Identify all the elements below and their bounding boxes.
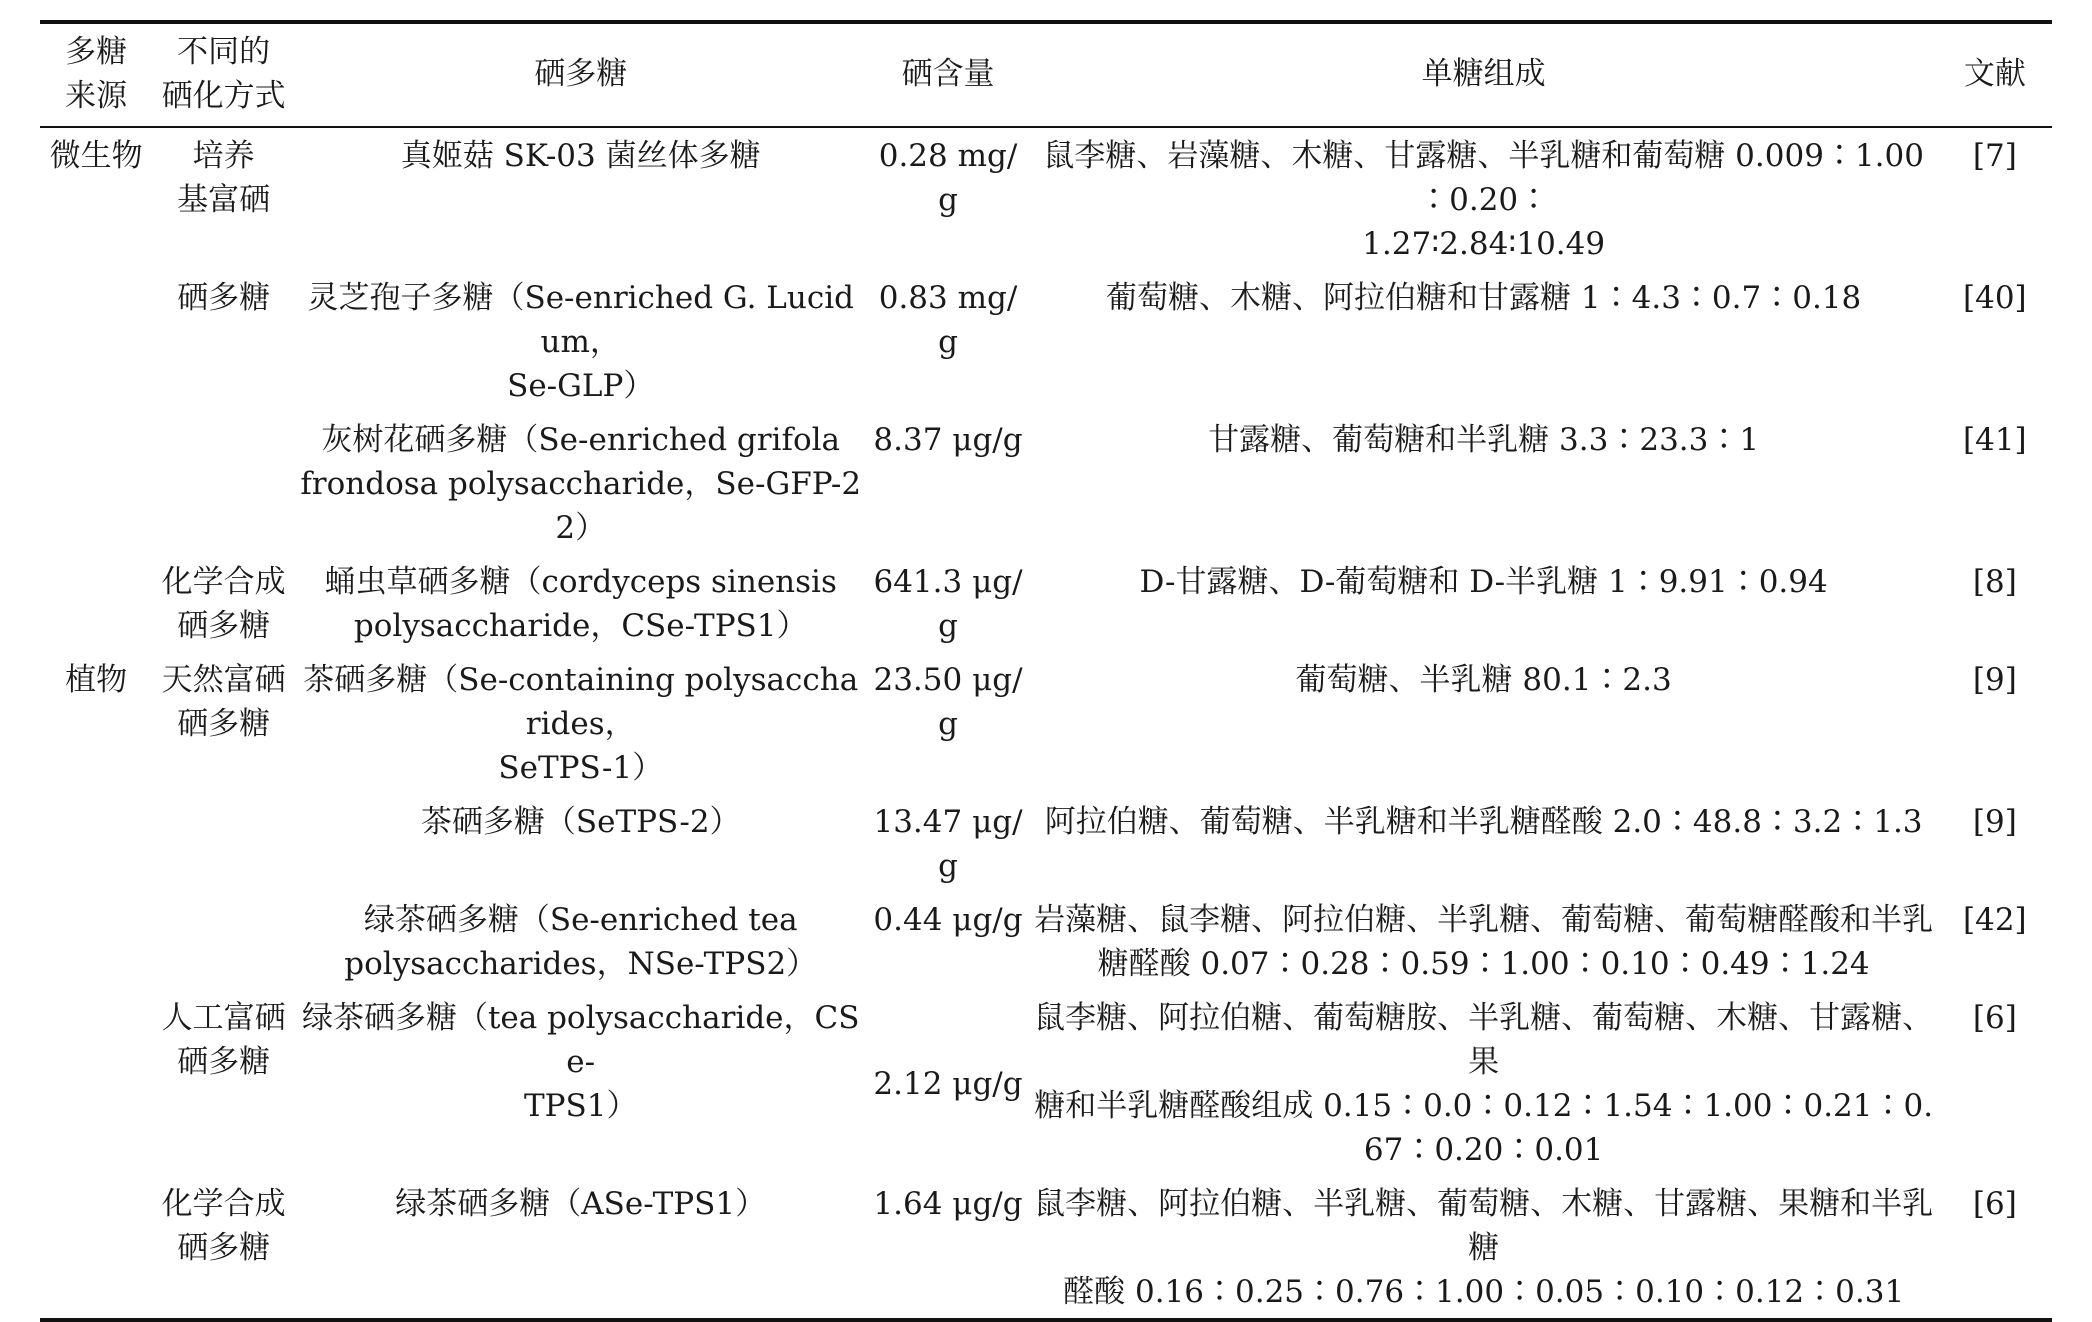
cell-reference: [40] (1963, 280, 2027, 316)
cell-polysaccharide: 灰树花硒多糖（Se-enriched grifola frondosa polysaccharide，Se-GFP-22） (300, 422, 862, 546)
cell-method (152, 892, 295, 990)
table-row (40, 990, 2052, 1176)
cell-monosaccharide: 鼠李糖、阿拉伯糖、葡萄糖胺、半乳糖、葡萄糖、木糖、甘露糖、果 糖和半乳糖醛酸组成 0.15∶0.0∶0.12∶1.54∶1.00∶0.21∶0.67∶0.20∶0.01 (1034, 1000, 1934, 1168)
cell-source (40, 412, 152, 554)
cell-se-content: 0.28 mg/g (878, 138, 1018, 218)
table-row (40, 652, 2052, 794)
cell-se-content: 2.12 μg/g (873, 1066, 1023, 1102)
selenium-polysaccharide-table (40, 20, 2052, 1322)
cell-se-content: 0.44 μg/g (873, 902, 1023, 938)
cell-reference: [41] (1963, 422, 2027, 458)
table-row (40, 270, 2052, 412)
table-row (40, 127, 2052, 270)
cell-source (40, 794, 152, 892)
cell-reference: [8] (1972, 564, 2017, 600)
cell-method: 培养 基富硒 (177, 138, 271, 218)
cell-se-content: 8.37 μg/g (873, 422, 1023, 458)
table-header (40, 22, 2052, 127)
table-row (40, 1176, 2052, 1320)
header-polysaccharide: 硒多糖 (534, 56, 628, 92)
cell-reference: [6] (1972, 1186, 2017, 1222)
cell-monosaccharide: 岩藻糖、鼠李糖、阿拉伯糖、半乳糖、葡萄糖、葡萄糖醛酸和半乳 糖醛酸 0.07∶0.28∶0.59∶1.00∶0.10∶0.49∶1.24 (1034, 902, 1934, 982)
cell-monosaccharide: D-甘露糖、D-葡萄糖和 D-半乳糖 1∶9.91∶0.94 (1139, 564, 1828, 600)
cell-method: 化学合成 硒多糖 (161, 1186, 286, 1266)
cell-reference: [42] (1963, 902, 2027, 938)
cell-monosaccharide: 鼠李糖、阿拉伯糖、半乳糖、葡萄糖、木糖、甘露糖、果糖和半乳糖 醛酸 0.16∶0.25∶0.76∶1.00∶0.05∶0.10∶0.12∶0.31 (1034, 1186, 1934, 1310)
cell-polysaccharide: 绿茶硒多糖（Se-enriched tea polysaccharides，NSe-TPS2） (344, 902, 818, 982)
cell-monosaccharide: 葡萄糖、半乳糖 80.1∶2.3 (1295, 662, 1672, 698)
header-reference: 文献 (1963, 56, 2026, 92)
cell-method: 人工富硒 硒多糖 (161, 1000, 286, 1080)
cell-source: 微生物 (49, 138, 143, 174)
header-row (40, 22, 2052, 127)
cell-se-content: 0.83 mg/g (878, 280, 1018, 360)
cell-method: 天然富硒 硒多糖 (161, 662, 286, 742)
header-monosaccharide: 单糖组成 (1421, 56, 1546, 92)
cell-reference: [7] (1972, 138, 2017, 174)
cell-monosaccharide: 鼠李糖、岩藻糖、木糖、甘露糖、半乳糖和葡萄糖 0.009∶1.00∶0.20∶ 1.27∶2.84∶10.49 (1043, 138, 1924, 262)
header-method: 不同的 硒化方式 (161, 34, 286, 114)
selenium-polysaccharide-table-container (40, 20, 2052, 1322)
cell-polysaccharide: 绿茶硒多糖（tea polysaccharide，CSe- TPS1） (301, 1000, 860, 1124)
header-source: 多糖 来源 (65, 34, 128, 114)
cell-source (40, 1176, 152, 1320)
cell-monosaccharide: 甘露糖、葡萄糖和半乳糖 3.3∶23.3∶1 (1208, 422, 1760, 458)
cell-se-content: 641.3 μg/g (873, 564, 1023, 644)
cell-monosaccharide: 葡萄糖、木糖、阿拉伯糖和甘露糖 1∶4.3∶0.7∶0.18 (1106, 280, 1862, 316)
cell-source (40, 270, 152, 412)
cell-se-content: 1.64 μg/g (873, 1186, 1023, 1222)
cell-polysaccharide: 真姬菇 SK-03 菌丝体多糖 (400, 138, 761, 174)
cell-se-content: 23.50 μg/g (873, 662, 1023, 742)
cell-polysaccharide: 灵芝孢子多糖（Se-enriched G. Lucidum， Se-GLP） (307, 280, 854, 404)
cell-method (152, 794, 295, 892)
cell-polysaccharide: 茶硒多糖（SeTPS-2） (420, 804, 741, 840)
cell-source (40, 554, 152, 652)
cell-monosaccharide: 阿拉伯糖、葡萄糖、半乳糖和半乳糖醛酸 2.0∶48.8∶3.2∶1.3 (1044, 804, 1923, 840)
cell-source (40, 892, 152, 990)
table-row (40, 554, 2052, 652)
cell-se-content: 13.47 μg/g (873, 804, 1023, 884)
cell-reference: [6] (1972, 1000, 2017, 1036)
cell-polysaccharide: 茶硒多糖（Se-containing polysaccharides， SeTPS-1） (303, 662, 859, 786)
cell-source: 植物 (65, 662, 128, 698)
cell-reference: [9] (1972, 804, 2017, 840)
cell-source (40, 990, 152, 1176)
table-row (40, 412, 2052, 554)
cell-polysaccharide: 绿茶硒多糖（ASe-TPS1） (395, 1186, 767, 1222)
header-se-content: 硒含量 (901, 56, 995, 92)
cell-polysaccharide: 蛹虫草硒多糖（cordyceps sinensis polysaccharide，CSe-TPS1） (324, 564, 837, 644)
table-row (40, 892, 2052, 990)
table-row (40, 794, 2052, 892)
cell-reference: [9] (1972, 662, 2017, 698)
cell-method: 硒多糖 (177, 280, 271, 316)
cell-method: 化学合成 硒多糖 (161, 564, 286, 644)
cell-method (152, 412, 295, 554)
table-body (40, 127, 2052, 1320)
